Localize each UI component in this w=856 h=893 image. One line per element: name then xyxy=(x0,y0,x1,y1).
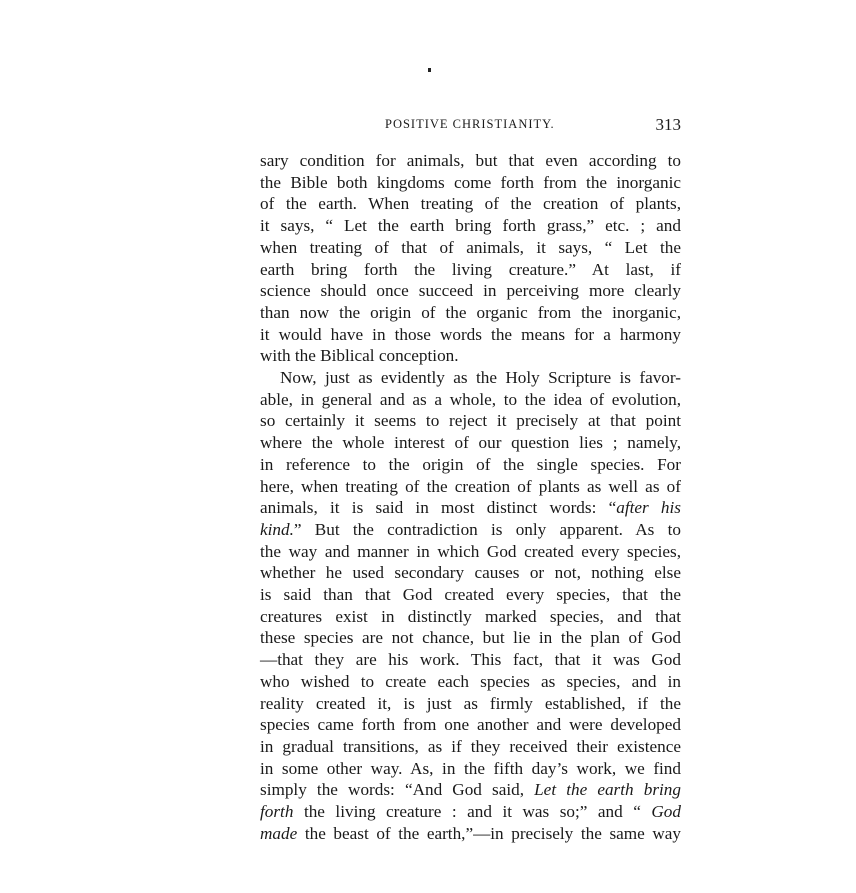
italic-text: God xyxy=(651,802,681,822)
text-line: the Bible both kingdoms come forth from the inorganic xyxy=(260,172,681,192)
text-line: the way and manner in which God created every species, xyxy=(260,541,681,561)
body-text xyxy=(260,150,681,845)
text-line: science should once succeed in perceiving more clearly xyxy=(260,281,681,301)
italic-text: kind. xyxy=(260,519,294,539)
text-line: these species are not chance, but lie in the plan of God xyxy=(260,628,681,648)
text-line: earth bring forth the living creature.” At last, if xyxy=(260,259,681,279)
text-line: is said than that God created every species, that the xyxy=(260,585,681,605)
text-line: in gradual transitions, as if they received their existence xyxy=(260,736,681,756)
text-line: where the whole interest of our question lies ; namely, xyxy=(260,433,681,453)
running-head xyxy=(260,117,681,135)
italic-text: Let the earth bring xyxy=(534,780,681,800)
text-line: made the beast of the earth,”—in precisely the same way xyxy=(260,823,681,843)
text-line: it says, “ Let the earth bring forth grass,” etc. ; and xyxy=(260,216,681,236)
text-line: when treating of that of animals, it says, “ Let the xyxy=(260,237,681,257)
text-line: whether he used secondary causes or not, nothing else xyxy=(260,563,681,583)
text-line: species came forth from one another and were developed xyxy=(260,715,681,735)
text-line: of the earth. When treating of the creation of plants, xyxy=(260,194,681,214)
text-line: reality created it, is just as firmly established, if the xyxy=(260,693,681,713)
paragraph-start-line: Now, just as evidently as the Holy Scripture is favor- xyxy=(280,368,681,388)
text-line: simply the words: “And God said, Let the earth bring xyxy=(260,780,681,800)
text-line: animals, it is said in most distinct words: “after his xyxy=(260,498,681,518)
print-speck xyxy=(428,68,431,72)
text-line: in reference to the origin of the single species. For xyxy=(260,454,681,474)
text-line: sary condition for animals, but that even according to xyxy=(260,151,681,170)
text-line: able, in general and as a whole, to the idea of evolution, xyxy=(260,389,681,409)
text-line: here, when treating of the creation of plants as well as of xyxy=(260,476,681,496)
text-line: kind.” But the contradiction is only apparent. As to xyxy=(260,519,681,539)
italic-text: after his xyxy=(616,498,681,518)
text-line: forth the living creature : and it was so;” and “ God xyxy=(260,802,681,822)
text-line: creatures exist in distinctly marked species, and that xyxy=(260,606,681,626)
italic-text: made xyxy=(260,823,298,843)
text-line: in some other way. As, in the fifth day’s work, we find xyxy=(260,758,681,778)
running-title: POSITIVE CHRISTIANITY. xyxy=(385,117,555,131)
text-line: it would have in those words the means for a harmony xyxy=(260,324,681,344)
italic-text: forth xyxy=(260,802,294,822)
text-line: who wished to create each species as species, and in xyxy=(260,671,681,691)
text-line: with the Biblical conception. xyxy=(260,346,459,366)
page-number: 313 xyxy=(655,115,681,134)
text-line: than now the origin of the organic from the inorganic, xyxy=(260,302,681,322)
text-line: so certainly it seems to reject it precisely at that point xyxy=(260,411,681,431)
text-line: —that they are his work. This fact, that it was God xyxy=(260,650,681,670)
